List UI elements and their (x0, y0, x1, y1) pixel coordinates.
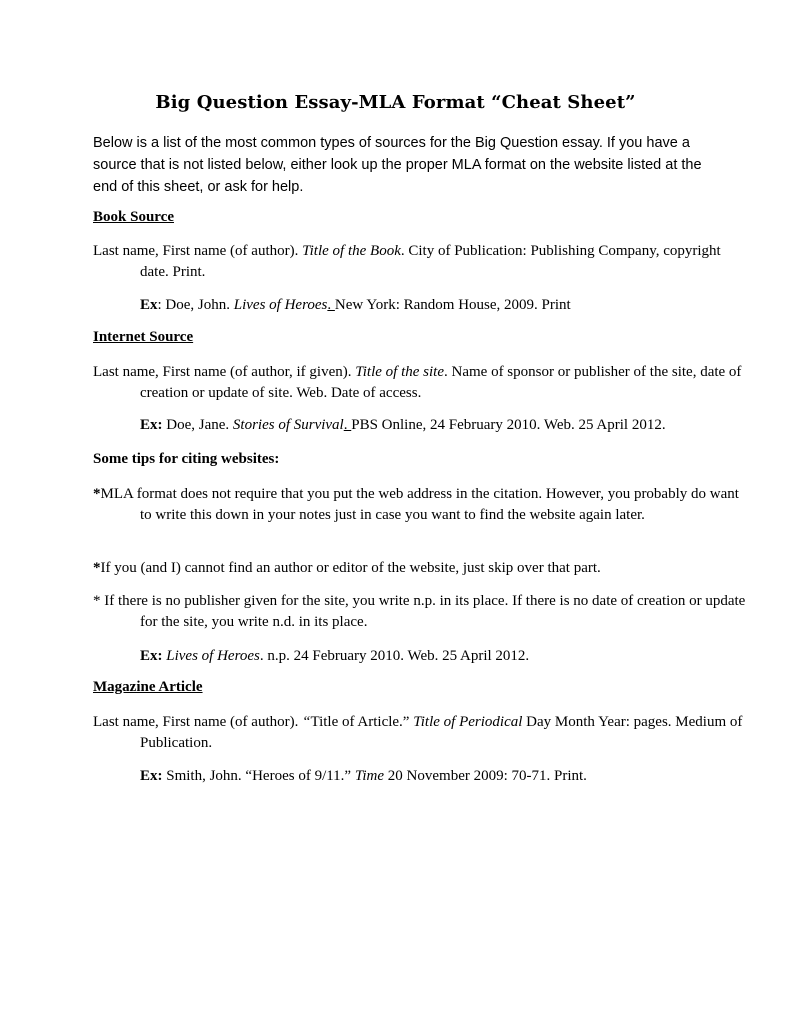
internet-format-post: . Name of sponsor or publisher of the site, date of creation or update of site. Web. Date of access. (140, 364, 742, 401)
tips-heading: Some tips for citing websites: (93, 451, 280, 467)
magazine-example-pre: Smith, John. “Heroes of 9/11.” (162, 768, 355, 784)
magazine-article-heading: Magazine Article (93, 679, 203, 695)
internet-format-entry (93, 362, 750, 404)
tips-example (140, 646, 700, 667)
book-format-entry (93, 241, 750, 283)
magazine-format-post: Day Month Year: pages. Medium of Publication. (140, 714, 743, 751)
book-source-heading: Book Source (93, 209, 174, 225)
magazine-format-title: Title of Periodical (413, 714, 523, 730)
internet-example-dot: . (343, 417, 352, 433)
internet-example (140, 415, 700, 436)
tips-example-post: . n.p. 24 February 2010. Web. 25 April 2012. (259, 648, 530, 664)
tip-2-star: * (93, 560, 101, 576)
book-example-pre: : Doe, John. (157, 297, 234, 313)
book-format-title: Title of the Book (302, 243, 401, 259)
magazine-format-article: Title of Article.” (310, 714, 414, 730)
internet-example-label: Ex: (140, 417, 163, 433)
tips-example-label: Ex: (140, 648, 163, 664)
internet-format-pre: Last name, First name (of author, if given). (93, 364, 356, 380)
magazine-example-title: Time (354, 768, 385, 784)
tip-1 (93, 484, 750, 526)
tips-example-title: Lives of Heroes (166, 648, 260, 664)
internet-source-heading: Internet Source (93, 329, 194, 345)
magazine-format-entry (93, 712, 750, 754)
magazine-example-label: Ex: (140, 768, 163, 784)
book-format-post: . City of Publication: Publishing Company, copyright date. Print. (140, 243, 721, 280)
tip-2-text: If you (and I) cannot find an author or editor of the website, just skip over that part. (100, 560, 601, 576)
book-format-pre: Last name, First name (of author). (93, 243, 303, 259)
magazine-example-post: 20 November 2009: 70-71. Print. (384, 768, 587, 784)
book-example-label: Ex (140, 297, 158, 313)
tip-3: * If there is no publisher given for the site, you write n.p. in its place. If there is no date of creation or update for the site, you write n.d. in its place. (93, 593, 746, 630)
internet-format-title: Title of the site (355, 364, 444, 380)
tip-1-text: MLA format does not require that you put the web address in the citation. However, you probably do want to write this down in your notes just in case you want to find the website again later. (100, 486, 739, 523)
intro-paragraph: Below is a list of the most common types of sources for the Big Question essay. If you have a source that is not listed below, either look up the proper MLA format on the website listed at the end of this sheet, or ask for help. (93, 135, 702, 195)
book-example-post: New York: Random House, 2009. Print (334, 297, 571, 313)
magazine-format-pre: Last name, First name (of author). (93, 714, 303, 730)
book-example (140, 295, 700, 316)
internet-example-pre: Doe, Jane. (162, 417, 233, 433)
tip-1-star: * (93, 486, 101, 502)
internet-example-post: PBS Online, 24 February 2010. Web. 25 April 2012. (351, 417, 666, 433)
tip-2 (93, 558, 750, 579)
magazine-example (140, 766, 700, 787)
magazine-format-quote: “ (302, 714, 311, 730)
book-example-dot: . (327, 297, 335, 313)
page-title: Big Question Essay-MLA Format “Cheat Sheet” (155, 92, 636, 113)
internet-example-title: Stories of Survival (232, 417, 344, 433)
book-example-title: Lives of Heroes (233, 297, 328, 313)
